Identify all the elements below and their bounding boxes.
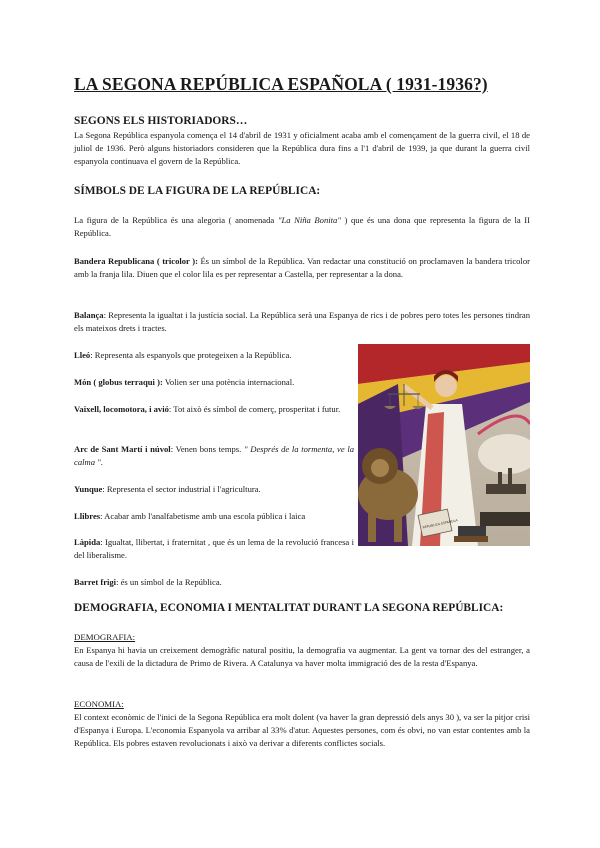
poster-illustration xyxy=(358,344,530,546)
symbol-term: Balança xyxy=(74,310,104,320)
symbol-desc: : Acabar amb l'analfabetisme amb una escola pública i laica xyxy=(100,511,306,521)
symbol-tablet xyxy=(74,536,354,562)
woman-head xyxy=(435,375,457,397)
intro-text-before: La figura de la República és una alegoria ( anomenada xyxy=(74,215,275,225)
symbol-globe xyxy=(74,376,354,389)
symbol-lion xyxy=(74,349,354,362)
symbol-desc: : Tot això és símbol de comerç, prosperitat i futur. xyxy=(168,404,341,414)
lion-face xyxy=(371,459,389,477)
symbols-intro xyxy=(74,214,530,240)
economia-label xyxy=(74,698,530,711)
intro-text-after: ) que és una dona que representa la figura de la II República. xyxy=(74,215,530,238)
plaque-text: REPUBLICA ESPAÑOLA xyxy=(422,518,459,530)
economia-label-text: ECONOMIA: xyxy=(74,699,124,709)
symbol-cap xyxy=(74,576,530,589)
historians-heading: SEGONS ELS HISTORIADORS… xyxy=(74,115,248,127)
historians-paragraph: La Segona República espanyola comença el 14 d'abril de 1931 y oficialment acaba amb el començament de la guerra civil, el 18 de juliol de 1936. Però alguns historiadors consideren que la República dura fins a l'1 d'abril de 1939, ja que durant la guerra civil espanyola continuava el govern de la República. xyxy=(74,130,530,166)
symbol-desc: : Representa als espanyols que protegeixen a la República. xyxy=(90,350,292,360)
symbol-quote: " Després de la tormenta, ve la calma " xyxy=(74,444,355,467)
symbol-transport xyxy=(74,403,354,416)
demografia-label-text: DEMOGRAFIA: xyxy=(74,632,136,642)
symbol-term: Lleó xyxy=(74,350,91,360)
symbols-heading: SÍMBOLS DE LA FIGURA DE LA REPÚBLICA: xyxy=(74,185,321,197)
symbol-desc: : Venen bons temps. xyxy=(170,444,242,454)
locomotive xyxy=(480,512,530,526)
symbol-desc: : Igualtat, llibertat, i fraternitat , que és un lema de la revolució francesa i del liberalisme. xyxy=(74,537,354,560)
symbol-desc: Volien ser una potència internacional. xyxy=(164,377,295,387)
economia-paragraph: El context econòmic de l'inici de la Segona República era molt dolent (va haver la gran depressió dels anys 30 ), va ser la pitjor crisi d'Espanya i Europa. L'economia Espanyola va arribar al 33% d'atur. Aquestes persones, com és obvi, no van estar contentes amb la República. Els pobres estaven revolucionats i això va derivar a diferents conflictes socials. xyxy=(74,712,530,748)
symbol-flag xyxy=(74,255,530,281)
symbol-term: Món ( globus terraqui ): xyxy=(74,377,163,387)
intro-italic-name: "La Niña Bonita" xyxy=(277,215,341,225)
anvil xyxy=(458,526,486,536)
books xyxy=(454,536,488,542)
page-title: LA SEGONA REPÚBLICA ESPAÑOLA ( 1931-1936?) xyxy=(74,74,488,94)
symbol-term: Arc de Sant Martí i núvol xyxy=(74,444,171,454)
symbol-desc: : Representa el sector industrial i l'agricultura. xyxy=(102,484,261,494)
symbol-books xyxy=(74,510,354,523)
symbol-desc: : és un símbol de la República. xyxy=(116,577,222,587)
symbol-term: Yunque xyxy=(74,484,103,494)
demografia-paragraph: En Espanya hi havia un creixement demogràfic natural positiu, la demografia va augmentar. La gent va tornar des del estranger, a causa de l'exili de la dictadura de Primo de Rivera. A Catalunya va haver molta immigració des de la resta d'Espanya. xyxy=(74,645,530,668)
symbol-term: Bandera Republicana ( tricolor ): xyxy=(74,256,198,266)
symbol-scale xyxy=(74,309,530,335)
symbol-desc: És un símbol de la República. Van redactar una constitució on proclamaven la bandera tricolor amb la franja lila. Diuen que el color lila es per representar a Castella, per representar a la dona. xyxy=(74,256,530,279)
symbol-desc: : Representa la igualtat i la justícia social. La República serà una Espanya de rics i de pobres pero totes les persones tindran els mateixos drets i tractes. xyxy=(74,310,530,333)
symbol-term: Làpida xyxy=(74,537,101,547)
republic-allegory-poster xyxy=(358,344,530,546)
demography-heading: DEMOGRAFIA, ECONOMIA I MENTALITAT DURANT LA SEGONA REPÚBLICA: xyxy=(74,602,504,614)
demografia-label xyxy=(74,631,530,644)
symbol-rainbow xyxy=(74,443,354,469)
symbol-term: Barret frigi xyxy=(74,577,117,587)
symbol-term: Vaixell, locomotora, i avió xyxy=(74,404,169,414)
symbol-anvil xyxy=(74,483,354,496)
symbol-after: . xyxy=(100,457,103,467)
ship-hull xyxy=(486,484,526,494)
symbol-term: Llibres xyxy=(74,511,101,521)
